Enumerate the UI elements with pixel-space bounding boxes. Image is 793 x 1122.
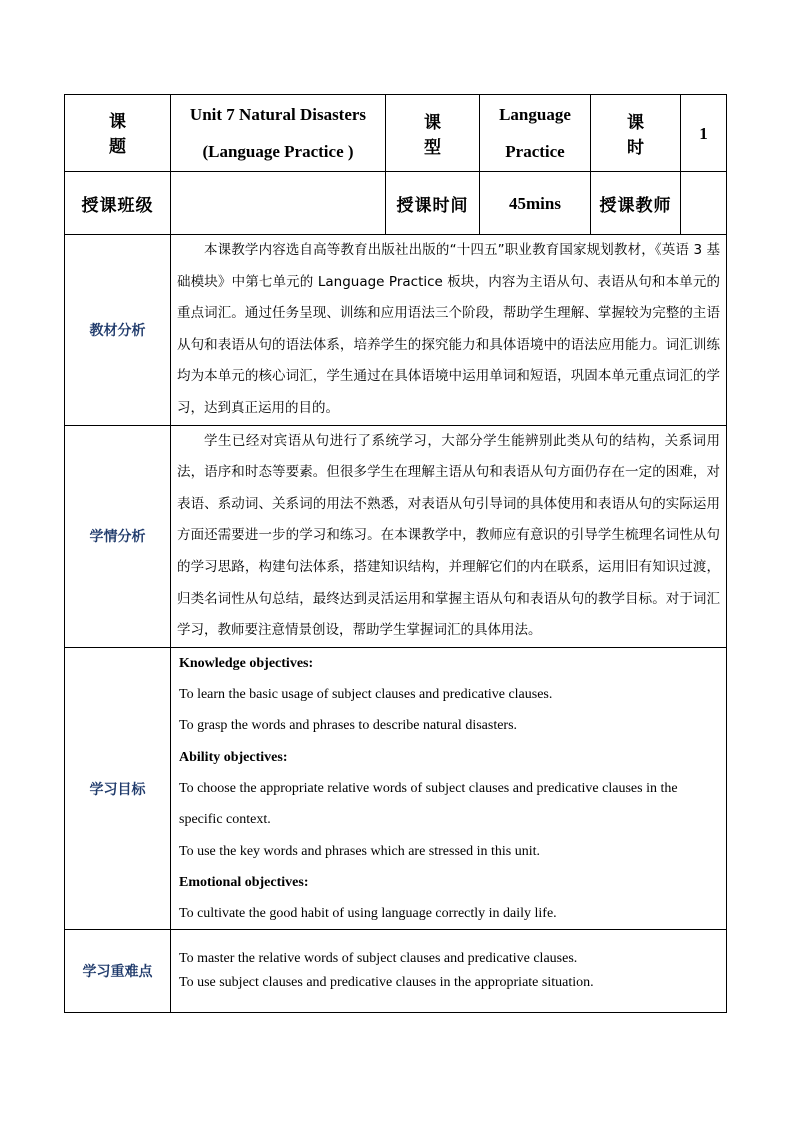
header-row [65, 95, 727, 172]
student-analysis-label: 学情分析 [65, 425, 171, 647]
textbook-analysis-text: 本课教学内容选自高等教育出版社出版的“十四五”职业教育国家规划教材，《英语 3 基础模块》中第七单元的 Language Practice 板块，内容为主语从句、表语从句和本单元的重点词汇。通过任务呈现、训练和应用语法三个阶段，帮助学生理解、掌握较为完整的主语从句和表语从句的语法体系，培养学生的探究能力和具体语境中的语法应用能力。词汇训练均为本单元的核心词汇，学生通过在具体语境中运用单词和短语，巩固本单元重点词汇的学习，达到真正运用的目的。 [171, 235, 727, 426]
type-label: 课 型 [386, 95, 480, 172]
ability-heading: Ability objectives: [179, 749, 288, 765]
key-difficult-line-2: To use subject clauses and predicative clauses in the appropriate situation. [179, 975, 594, 991]
ability-item-2: To use the key words and phrases which are stressed in this unit. [179, 843, 540, 859]
key-difficult-content [171, 930, 727, 1013]
teacher-label: 授课教师 [591, 172, 681, 235]
unit-title-line2: (Language Practice ) [202, 142, 354, 161]
knowledge-item-1: To learn the basic usage of subject clauses and predicative clauses. [179, 687, 553, 703]
time-value: 45mins [480, 172, 591, 235]
hours-value: 1 [681, 95, 727, 172]
hours-label: 课 时 [591, 95, 681, 172]
key-difficult-row [65, 930, 727, 1013]
key-difficult-label: 学习重难点 [65, 930, 171, 1013]
ability-item-1b: specific context. [179, 812, 271, 828]
textbook-analysis-row [65, 235, 727, 426]
objectives-label: 学习目标 [65, 647, 171, 930]
knowledge-item-2: To grasp the words and phrases to describe natural disasters. [179, 718, 518, 734]
ability-item-1a: To choose the appropriate relative words of subject clauses and predicative clauses in the [179, 780, 678, 796]
student-analysis-text: 学生已经对宾语从句进行了系统学习，大部分学生能辨别此类从句的结构，关系词用法，语序和时态等要素。但很多学生在理解主语从句和表语从句方面仍存在一定的困难，对表语、系动词、关系词的用法不熟悉，对表语从句引导词的具体使用和表语从句的实际运用方面还需要进一步的学习和练习。在本课教学中，教师应有意识的引导学生梳理名词性从句的学习思路，构建句法体系，搭建知识结构，并理解它们的内在联系，运用旧有知识过渡，归类名词性从句总结，最终达到灵活运用和掌握主语从句和表语从句的教学目标。对于词汇学习，教师要注意情景创设，帮助学生掌握词汇的具体用法。 [171, 425, 727, 647]
info-row [65, 172, 727, 235]
class-label: 授课班级 [65, 172, 171, 235]
knowledge-heading: Knowledge objectives: [179, 655, 314, 671]
lesson-plan-table [64, 94, 727, 1013]
class-value [171, 172, 386, 235]
student-analysis-row [65, 425, 727, 647]
time-label: 授课时间 [386, 172, 480, 235]
topic-label: 课 题 [65, 95, 171, 172]
key-difficult-line-1: To master the relative words of subject clauses and predicative clauses. [179, 951, 578, 967]
textbook-analysis-label: 教材分析 [65, 235, 171, 426]
type-value-line2: Practice [505, 142, 565, 161]
objectives-row [65, 647, 727, 930]
objectives-content [171, 647, 727, 930]
teacher-value [681, 172, 727, 235]
emotional-heading: Emotional objectives: [179, 874, 309, 890]
unit-title-line1: Unit 7 Natural Disasters [189, 105, 367, 124]
type-value-line1: Language [499, 105, 571, 124]
unit-title [171, 95, 386, 172]
emotional-item-1: To cultivate the good habit of using language correctly in daily life. [179, 906, 557, 922]
type-value [480, 95, 591, 172]
